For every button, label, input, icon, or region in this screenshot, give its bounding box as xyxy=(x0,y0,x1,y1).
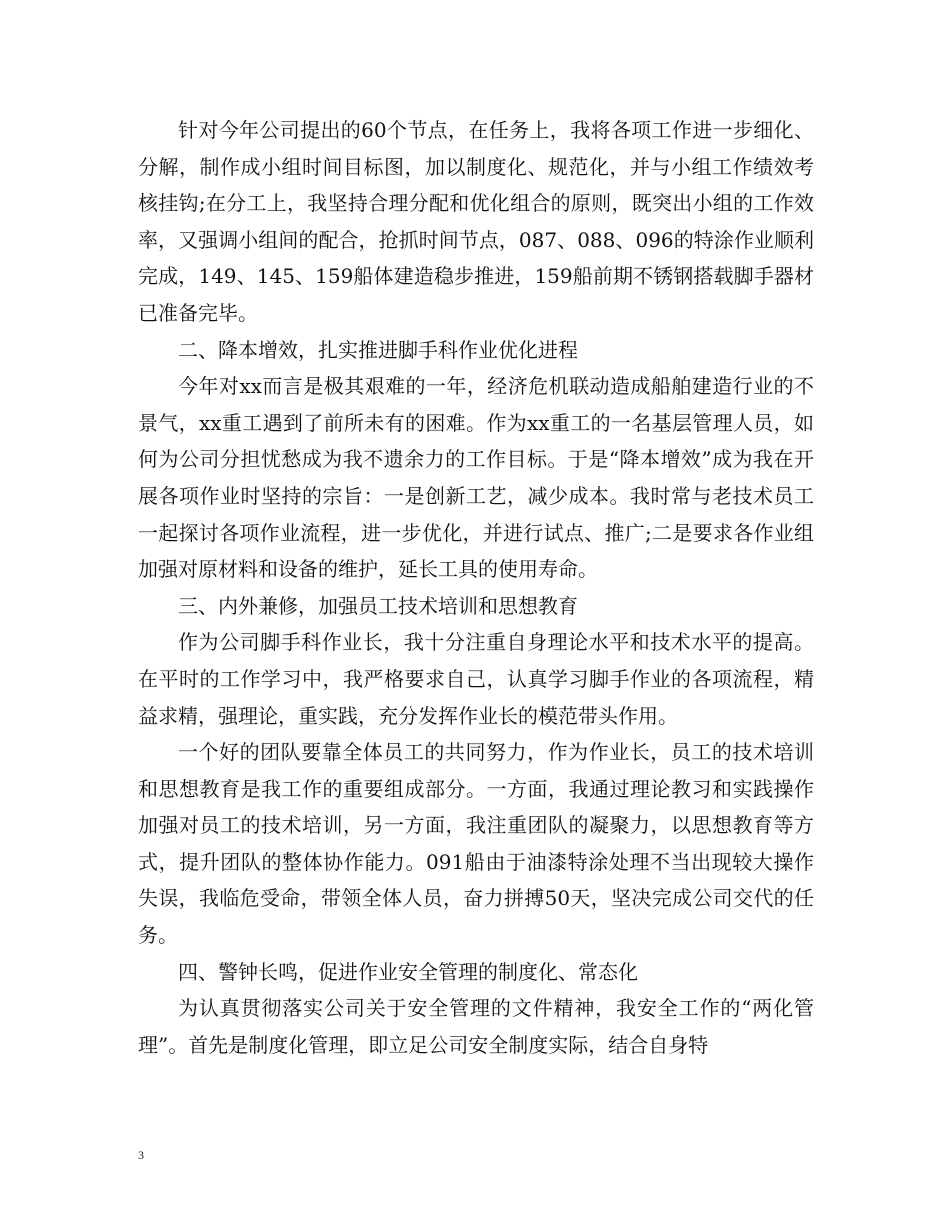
paragraph-safety: 为认真贯彻落实公司关于安全管理的文件精神，我安全工作的“两化管理”。首先是制度化管理，即立足公司安全制度实际，结合自身特 xyxy=(138,996,814,1057)
paragraph-self-study: 作为公司脚手科作业长，我十分注重自身理论水平和技术水平的提高。在平时的工作学习中，我严格要求自己，认真学习脚手作业的各项流程，精益求精，强理论，重实践，充分发挥作业长的模范带头作用。 xyxy=(138,630,814,728)
document-body xyxy=(138,112,814,1063)
paragraph-cost-reduction: 今年对xx而言是极其艰难的一年，经济危机联动造成船舶建造行业的不景气，xx重工遇到了前所未有的困难。作为xx重工的一名基层管理人员，如何为公司分担忧愁成为我不遗余力的工作目标。于是“降本增效”成为我在开展各项作业时坚持的宗旨：一是创新工艺，减少成本。我时常与老技术员工一起探讨各项作业流程，进一步优化，并进行试点、推广;二是要求各作业组加强对原材料和设备的维护，延长工具的使用寿命。 xyxy=(138,374,814,582)
page-number: 3 xyxy=(138,1148,144,1162)
section-heading-training: 三、内外兼修，加强员工技术培训和思想教育 xyxy=(178,593,578,618)
paragraph-nodes-task: 针对今年公司提出的60个节点，在任务上，我将各项工作进一步细化、分解，制作成小组时间目标图，加以制度化、规范化，并与小组工作绩效考核挂钩;在分工上，我坚持合理分配和优化组合的原则，既突出小组的工作效率，又强调小组间的配合，抢抓时间节点，087、088、096的特涂作业顺利完成，149、145、159船体建造稳步推进，159船前期不锈钢搭载脚手器材已准备完毕。 xyxy=(138,118,814,325)
section-heading-cost-reduction: 二、降本增效，扎实推进脚手科作业优化进程 xyxy=(178,337,578,362)
section-heading-safety: 四、警钟长鸣，促进作业安全管理的制度化、常态化 xyxy=(178,959,638,984)
paragraph-team-training: 一个好的团队要靠全体员工的共同努力，作为作业长，员工的技术培训和思想教育是我工作的重要组成部分。一方面，我通过理论教习和实践操作加强对员工的技术培训，另一方面，我注重团队的凝聚力，以思想教育等方式，提升团队的整体协作能力。091船由于油漆特涂处理不当出现较大操作失误，我临危受命，带领全体人员，奋力拼搏50天，坚决完成公司交代的任务。 xyxy=(138,740,814,948)
